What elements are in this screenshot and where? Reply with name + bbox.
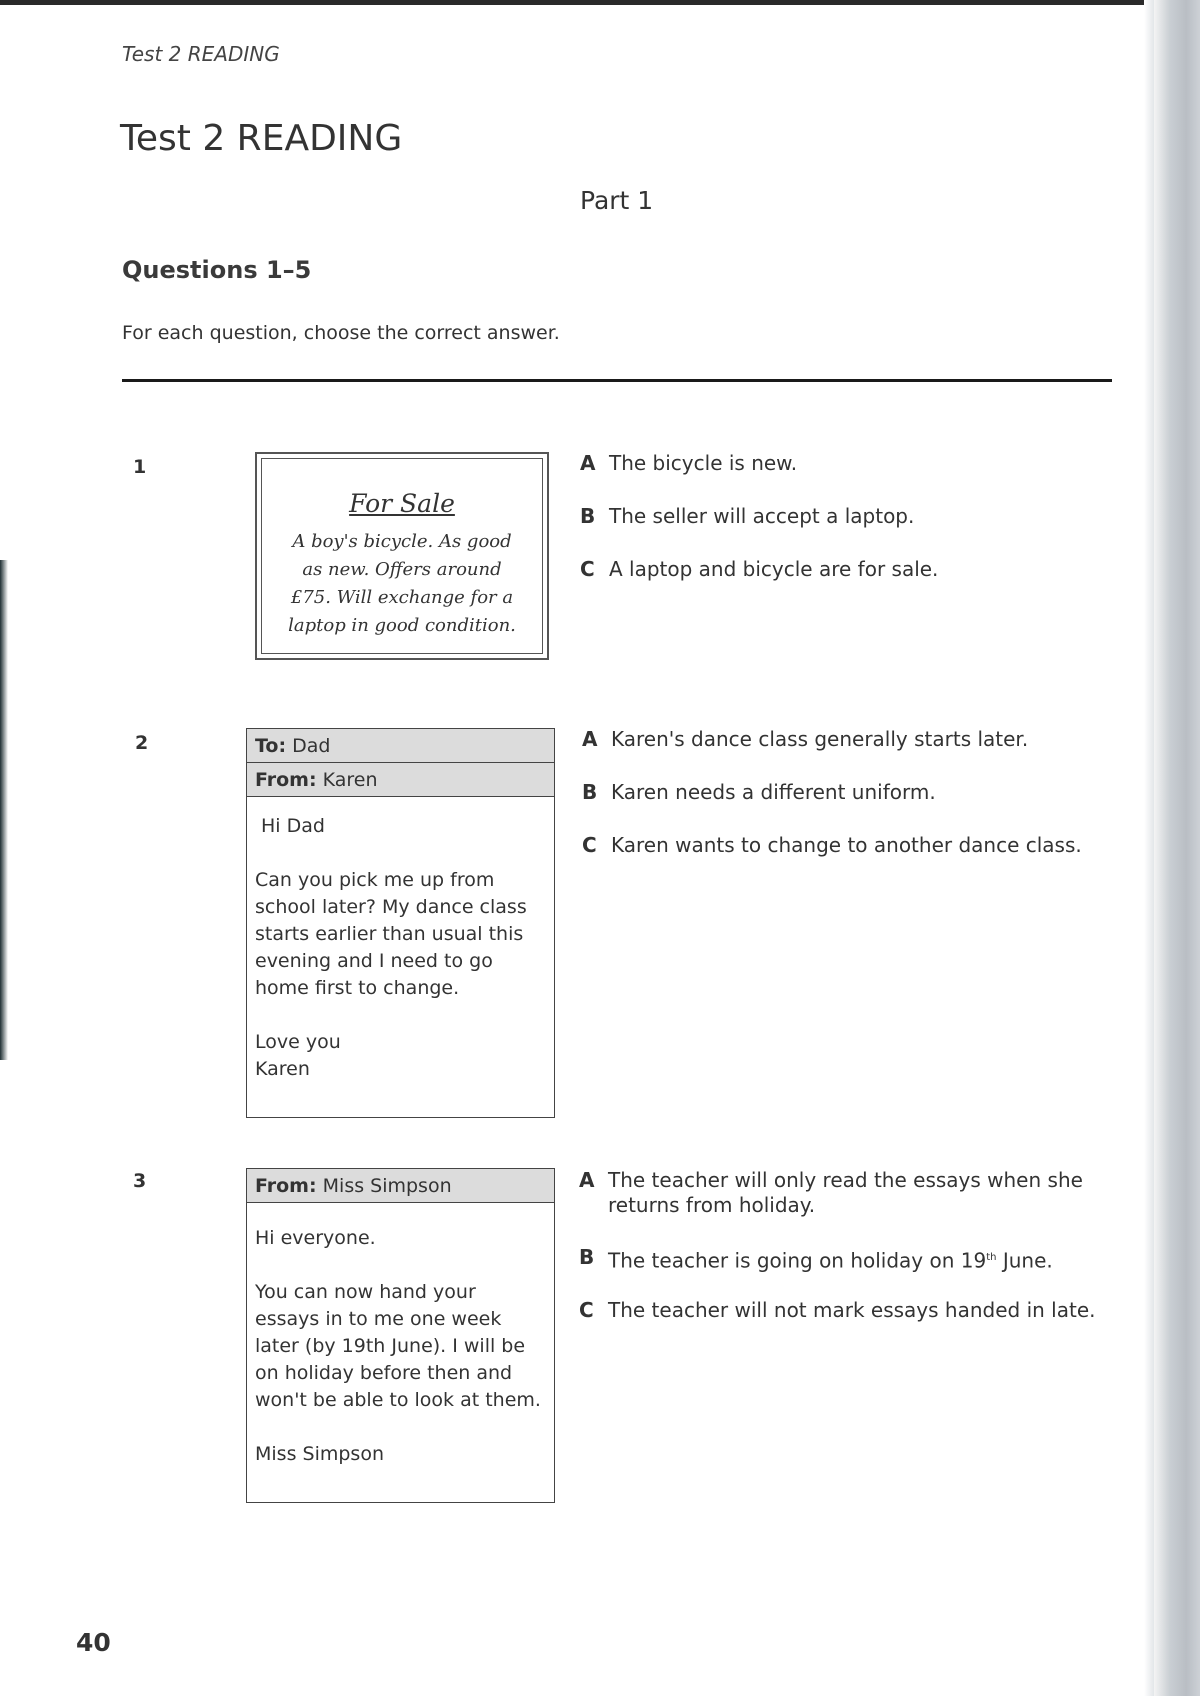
option-text: The seller will accept a laptop. <box>609 504 915 528</box>
scan-right-edge <box>1154 0 1200 1696</box>
option-text: The teacher will only read the essays when she returns from holiday. <box>608 1168 1083 1217</box>
q3-option-b[interactable] <box>579 1245 1139 1274</box>
option-letter: B <box>579 1245 595 1269</box>
q3-option-a[interactable] <box>579 1168 1099 1218</box>
text-message-karen <box>246 728 555 1118</box>
page-number: 40 <box>76 1628 111 1657</box>
page-curl-shadow <box>1144 0 1154 1696</box>
question-number-3: 3 <box>133 1170 147 1192</box>
running-head: Test 2 READING <box>122 42 280 66</box>
q2-option-b[interactable] <box>582 780 1142 805</box>
option-text-main: The teacher is going on holiday on 19 <box>608 1248 987 1273</box>
option-letter: A <box>579 1168 595 1192</box>
q1-option-b[interactable] <box>580 504 1140 529</box>
q2-option-a[interactable] <box>582 727 1142 752</box>
q1-option-a[interactable] <box>580 451 1140 476</box>
message-text: You can now hand your essays in to me one week later (by 19th June). I will be on holiday before then and won't be able to look at them. <box>255 1281 541 1411</box>
question-number-1: 1 <box>133 456 147 478</box>
option-text: Karen wants to change to another dance class. <box>611 833 1082 857</box>
from-value: Karen <box>322 769 378 791</box>
scan-left-edge <box>0 560 8 1060</box>
option-text: Karen needs a different uniform. <box>611 780 936 804</box>
from-label: From: <box>255 769 317 791</box>
email-miss-simpson <box>246 1168 555 1503</box>
option-text <box>608 1245 1139 1274</box>
message-greeting: Hi everyone. <box>255 1227 376 1249</box>
q3-option-c[interactable] <box>579 1298 1139 1323</box>
for-sale-notice <box>255 452 549 660</box>
option-text: A laptop and bicycle are for sale. <box>609 557 939 581</box>
option-text: The teacher will not mark essays handed in late. <box>608 1298 1096 1322</box>
option-text: The bicycle is new. <box>609 451 798 475</box>
message-signoff: Miss Simpson <box>255 1443 384 1465</box>
from-label: From: <box>255 1175 317 1197</box>
notice-title: For Sale <box>349 489 455 518</box>
q2-option-c[interactable] <box>582 833 1142 858</box>
option-letter: A <box>580 451 596 475</box>
message-signoff-1: Love you <box>255 1031 341 1053</box>
q1-option-c[interactable] <box>580 557 1140 582</box>
option-letter: C <box>580 557 595 581</box>
message-to-row <box>247 729 554 763</box>
part-title: Part 1 <box>580 186 654 215</box>
message-body <box>247 1203 554 1478</box>
notice-inner-frame <box>261 458 543 654</box>
message-greeting: Hi Dad <box>261 815 325 837</box>
option-letter: B <box>580 504 596 528</box>
option-letter: C <box>579 1298 594 1322</box>
option-letter: A <box>582 727 598 751</box>
message-from-row <box>247 763 554 797</box>
scan-top-edge <box>0 0 1200 5</box>
ordinal-suffix: th <box>986 1252 997 1263</box>
notice-body: A boy's bicycle. As good as new. Offers around £75. Will exchange for a laptop in good condition. <box>288 531 516 636</box>
option-letter: B <box>582 780 598 804</box>
page-title: Test 2 READING <box>120 118 403 159</box>
option-text: Karen's dance class generally starts later. <box>611 727 1029 751</box>
divider-rule <box>122 379 1112 382</box>
to-label: To: <box>255 735 287 757</box>
option-letter: C <box>582 833 597 857</box>
option-text-end: June. <box>996 1248 1053 1273</box>
message-text: Can you pick me up from school later? My dance class starts earlier than usual this evening and I need to go home first to change. <box>255 869 527 999</box>
message-body <box>247 797 554 1093</box>
message-signoff-2: Karen <box>255 1058 310 1080</box>
to-value: Dad <box>292 735 331 757</box>
from-value: Miss Simpson <box>322 1175 452 1197</box>
question-number-2: 2 <box>135 732 149 754</box>
instruction-text: For each question, choose the correct answer. <box>122 322 560 344</box>
questions-title: Questions 1–5 <box>122 256 312 284</box>
message-from-row <box>247 1169 554 1203</box>
